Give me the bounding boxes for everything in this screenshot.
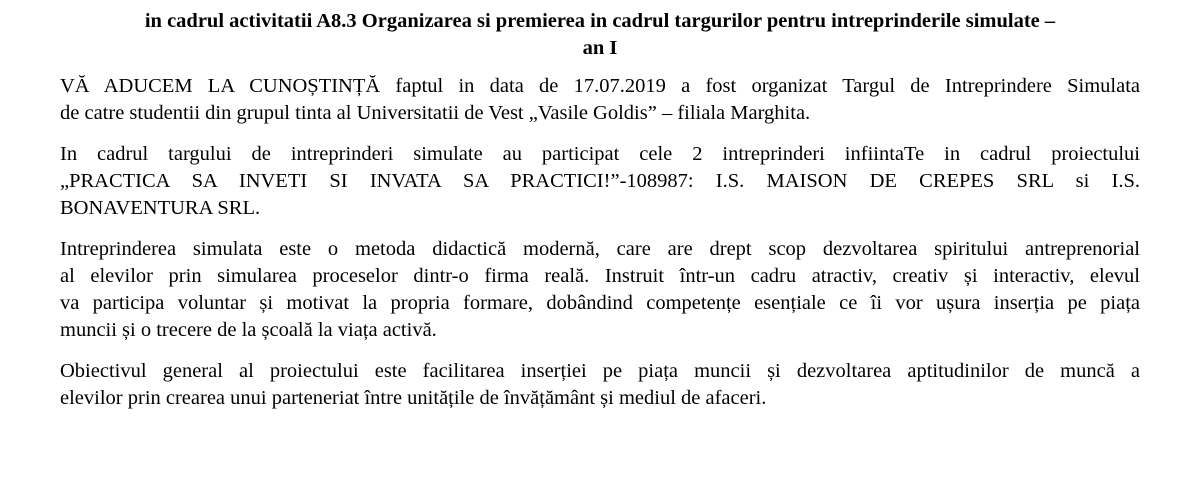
paragraph-line: Obiectivul general al proiectului este facilitarea inserției pe piața muncii și dezvoltarea aptitudinilor de muncă a — [60, 360, 1140, 382]
paragraph-simulated-enterprise — [60, 236, 1140, 344]
document-page — [60, 8, 1140, 426]
paragraph-objective — [60, 358, 1140, 412]
paragraph-announcement — [60, 73, 1140, 127]
paragraph-line: muncii și o trecere de la școală la viața activă. — [60, 319, 437, 341]
paragraph-line: „PRACTICA SA INVETI SI INVATA SA PRACTICI!”-108987: I.S. MAISON DE CREPES SRL si I.S. — [60, 170, 1140, 192]
paragraph-participants — [60, 141, 1140, 222]
document-title — [60, 8, 1140, 62]
paragraph-line: Intreprinderea simulata este o metoda didactică modernă, care are drept scop dezvoltarea spiritului antreprenorial — [60, 238, 1140, 260]
title-line: an I — [582, 37, 618, 59]
paragraph-line: al elevilor prin simularea proceselor dintr-o firma reală. Instruit într-un cadru atractiv, creativ și interactiv, elevul — [60, 265, 1140, 287]
paragraph-line: In cadrul targului de intreprinderi simulate au participat cele 2 intreprinderi infiintaTe in cadrul proiectului — [60, 143, 1140, 165]
paragraph-line: de catre studentii din grupul tinta al Universitatii de Vest „Vasile Goldis” – filiala Marghita. — [60, 102, 811, 124]
paragraph-line: va participa voluntar și motivat la propria formare, dobândind competențe esențiale ce îi vor ușura inserția pe piața — [60, 292, 1140, 314]
paragraph-line: elevilor prin crearea unui parteneriat între unitățile de învățământ și mediul de afaceri. — [60, 387, 767, 409]
paragraph-line: BONAVENTURA SRL. — [60, 197, 261, 219]
paragraph-line: VĂ ADUCEM LA CUNOȘTINȚĂ faptul in data de 17.07.2019 a fost organizat Targul de Intreprindere Simulata — [60, 75, 1140, 97]
title-line: in cadrul activitatii A8.3 Organizarea si premierea in cadrul targurilor pentru intreprinderile simulate – — [144, 10, 1056, 32]
